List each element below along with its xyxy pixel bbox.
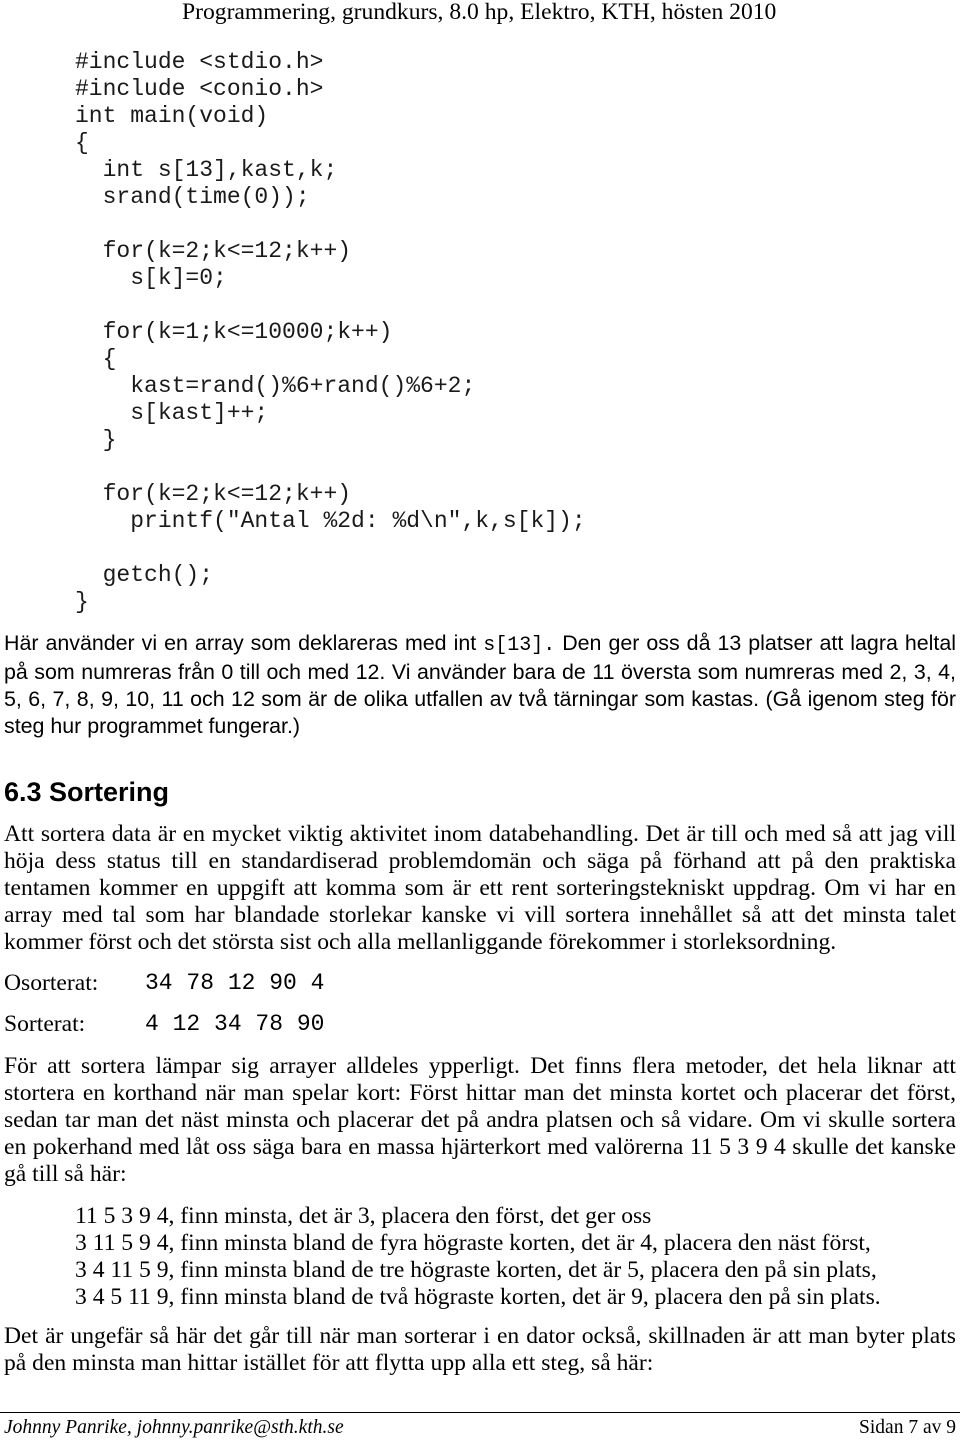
sorted-example xyxy=(4,1011,604,1038)
unsorted-example xyxy=(4,970,604,997)
section-heading: 6.3 Sortering xyxy=(4,777,170,807)
paragraph-line: höja dess status till en standardiserad problemdomän och säga på förhand att på den praktiska xyxy=(4,847,956,874)
paragraph-line: kommer först och det största sist och alla mellanliggande förekommer i storleksordning. xyxy=(4,929,837,956)
unsorted-label: Osorterat: xyxy=(4,969,99,996)
paragraph-line: array med tal som har blandade storlekar kanske vi vill sortera innehållet så att det minsta talet xyxy=(4,902,956,929)
intro-line xyxy=(4,630,956,659)
page-footer xyxy=(4,1417,956,1439)
intro-line: steg hur programmet fungerar.) xyxy=(4,713,301,738)
sorting-steps xyxy=(75,1203,945,1312)
sorted-label: Sorterat: xyxy=(4,1010,86,1037)
intro-line: 5, 6, 7, 8, 9, 10, 11 och 12 som är de olika utfallen av två tärningar som kastas. (Gå igenom steg för xyxy=(4,686,956,711)
footer-author: Johnny Panrike, johnny.panrike@sth.kth.se xyxy=(4,1417,344,1438)
paragraph-line: stortera en korthand när man spelar kort: Först hittar man det minsta kortet och placerar det först, xyxy=(4,1079,956,1106)
paragraph-line: på den minsta man hittar istället för att flytta upp alla ett steg, så här: xyxy=(4,1349,654,1376)
paragraph-line: en pokerhand med låt oss säga bara en massa hjärterkort med valörerna 11 5 3 9 4 skulle det kanske xyxy=(4,1134,956,1161)
paragraph-line: gå till så här: xyxy=(4,1161,127,1188)
intro-line: på som numreras från 0 till och med 12. Vi använder bara de 11 översta som numreras med 2, 3, 4, xyxy=(4,659,956,684)
page-number: Sidan 7 av 9 xyxy=(859,1417,956,1438)
paragraph-line: tentamen kommer en uppgift att komma som är ett rent sorteringstekniskt uppdrag. Om vi har en xyxy=(4,874,956,901)
step-line: 3 4 11 5 9, finn minsta bland de tre högraste korten, det är 5, placera den på sin plats, xyxy=(75,1257,877,1284)
paragraph-line: För att sortera lämpar sig arrayer alldeles ypperligt. Det finns flera metoder, det hela liknar att xyxy=(4,1052,956,1079)
sorting-paragraph xyxy=(4,821,956,957)
inline-code: s[13]. xyxy=(483,633,556,657)
intro-paragraph xyxy=(4,630,956,740)
unsorted-values: 34 78 12 90 4 xyxy=(145,969,325,996)
paragraph-line: sedan tar man det näst minsta och placerar det på andra platsen och så vidare. Om vi skulle sortera xyxy=(4,1106,956,1133)
step-line: 3 4 5 11 9, finn minsta bland de två högraste korten, det är 9, placera den på sin plats. xyxy=(75,1284,881,1311)
running-header: Programmering, grundkurs, 8.0 hp, Elektro, KTH, hösten 2010 xyxy=(182,0,777,25)
intro-text: Här använder vi en array som deklareras med int xyxy=(4,630,484,655)
paragraph-line: Det är ungefär så här det går till när man sorterar i en dator också, skillnaden är att man byter plats xyxy=(4,1322,956,1349)
cards-paragraph xyxy=(4,1053,956,1189)
intro-text: Den ger oss då 13 platser att lagra heltal xyxy=(555,630,956,655)
step-line: 11 5 3 9 4, finn minsta, det är 3, placera den först, det ger oss xyxy=(75,1202,652,1229)
sorted-values: 4 12 34 78 90 xyxy=(145,1010,325,1037)
footer-divider xyxy=(0,1412,960,1413)
method-paragraph xyxy=(4,1323,956,1377)
code-listing: #include <stdio.h> #include <conio.h> int main(void) { int s[13],kast,k; srand(time(0)); for(k=2;k<=12;k++) s[k]=0; for(k=1;k<=10000;k++) { kast=rand()%6+rand()%6+2; s[kast]++; } for(k=2;k<=12;k++) printf("Antal %2d: %d\n",k,s[k]); getch(); } xyxy=(75,48,586,615)
step-line: 3 11 5 9 4, finn minsta bland de fyra högraste korten, det är 4, placera den näst först, xyxy=(75,1229,871,1256)
paragraph-line: Att sortera data är en mycket viktig aktivitet inom databehandling. Det är till och med så att jag vill xyxy=(4,820,956,847)
